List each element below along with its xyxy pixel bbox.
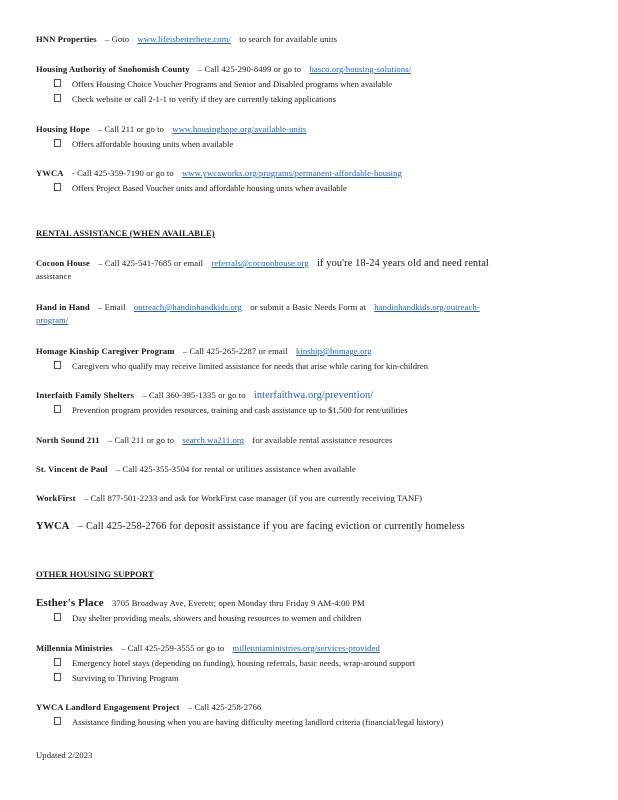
bullet-icon (54, 613, 61, 621)
millennia-link[interactable]: millenniaministries.org/services-provided (232, 643, 380, 653)
list-item (54, 94, 336, 105)
handin-link[interactable]: handinhandkids.org/outreach- (374, 302, 480, 312)
hasco-link[interactable]: hasco.org/housing-solutions/ (309, 64, 412, 74)
bullet-icon (54, 183, 61, 191)
list-item (54, 613, 361, 624)
entry-text: – Call 425-259-3555 or go to (120, 643, 225, 653)
org-name: North Sound 211 (36, 435, 100, 445)
entry-cocoon-house (36, 258, 489, 269)
entry-homage (36, 346, 372, 357)
entry-text: – Call 425-290-8499 or go to (197, 64, 302, 74)
org-name: Esther's Place (36, 597, 104, 609)
org-name: Housing Authority of Snohomish County (36, 64, 190, 74)
list-item (54, 139, 233, 150)
interfaith-link[interactable]: interfaithwa.org/prevention/ (253, 390, 374, 401)
org-name: WorkFirst (36, 493, 76, 503)
entry-cocoon-cont: assistance (36, 271, 72, 281)
entry-text: or submit a Basic Needs Form at (250, 302, 367, 312)
entry-esthers-place (36, 598, 365, 609)
entry-north-sound-211 (36, 435, 392, 446)
bullet-text: Emergency hotel stays (depending on funding), housing referrals, basic needs, wrap-around support (72, 658, 416, 668)
list-item (54, 361, 428, 372)
bullet-text: Offers Housing Choice Voucher Programs and Senior and Disabled programs when available (72, 79, 393, 89)
org-name: Interfaith Family Shelters (36, 390, 135, 400)
list-item (54, 79, 392, 90)
section-header-other: OTHER HOUSING SUPPORT (36, 569, 154, 579)
entry-text: – Call 211 or go to (107, 435, 175, 445)
entry-text: – Call 425-355-3504 for rental or utilities assistance when available (115, 464, 356, 474)
footer-updated: Updated 2/2023 (36, 750, 93, 760)
bullet-text: Day shelter providing meals, showers and housing resources to women and children (72, 613, 362, 623)
entry-hasco (36, 64, 411, 75)
bullet-icon (54, 361, 61, 369)
bullet-icon (54, 405, 61, 413)
entry-hnn (36, 34, 337, 45)
entry-text: – Email (98, 302, 126, 312)
entry-text: – Call 425-541-7685 or email (98, 258, 204, 268)
org-name: Millennia Ministries (36, 643, 113, 653)
entry-text: – Call 425-258-2766 (187, 702, 262, 712)
ywca-link[interactable]: www.ywcaworks.org/programs/permanent-affordable-housing (181, 168, 402, 178)
entry-text: – Call 360-395-1335 or go to (142, 390, 246, 400)
housing-hope-link[interactable]: www.housinghope.org/available-units (172, 124, 307, 134)
entry-text: for available rental assistance resources (252, 435, 393, 445)
entry-hand-in-hand-cont (36, 315, 68, 326)
entry-workfirst (36, 493, 422, 504)
entry-text: – Goto (104, 34, 130, 44)
entry-ywca-landlord (36, 702, 261, 713)
list-item (54, 405, 408, 416)
list-item (54, 717, 443, 728)
entry-housing-hope (36, 124, 306, 135)
wa211-link[interactable]: search.wa211.org (182, 435, 245, 445)
bullet-text: Check website or call 2-1-1 to verify if they are currently taking applications (72, 94, 336, 104)
entry-text: – Call 211 or go to (97, 124, 165, 134)
org-name: Hand in Hand (36, 302, 90, 312)
bullet-text: Offers affordable housing units when available (72, 139, 234, 149)
entry-interfaith (36, 390, 373, 401)
bullet-text: Assistance finding housing when you are having difficulty meeting landlord criteria (financial/legal history) (72, 717, 444, 727)
homage-email-link[interactable]: kinship@homage.org (296, 346, 372, 356)
bullet-text: Prevention program provides resources, training and cash assistance up to $1,500 for rent/utilities (72, 405, 408, 415)
handin-email-link[interactable]: outreach@handinhandkids.org (133, 302, 242, 312)
cocoon-email-link[interactable]: referrals@cocoonhouse.org (211, 258, 309, 268)
org-name: St. Vincent de Paul (36, 464, 108, 474)
org-name: YWCA Landlord Engagement Project (36, 702, 180, 712)
org-name: Cocoon House (36, 258, 90, 268)
list-item (54, 183, 347, 194)
entry-ywca-permanent (36, 168, 402, 179)
org-name: HNN Properties (36, 34, 97, 44)
entry-text: if you're 18-24 years old and need rental (317, 258, 489, 269)
bullet-icon (54, 658, 61, 666)
bullet-text: Offers Project Based Voucher units and affordable housing units when available (72, 183, 347, 193)
entry-text: – Call 877-501-2233 and ask for WorkFirst case manager (if you are currently receiving TANF) (83, 493, 423, 503)
list-item (54, 673, 179, 684)
bullet-text: Caregivers who qualify may receive limited assistance for needs that arise while caring for kin-children (72, 361, 429, 371)
bullet-icon (54, 673, 61, 681)
entry-ywca-deposit (36, 521, 465, 532)
list-item (54, 658, 415, 669)
bullet-icon (54, 139, 61, 147)
bullet-icon (54, 79, 61, 87)
entry-hand-in-hand (36, 302, 480, 313)
entry-text: – Call 425-258-2766 for deposit assistance if you are facing eviction or currently homeless (78, 521, 465, 532)
entry-millennia (36, 643, 380, 654)
entry-st-vincent (36, 464, 356, 475)
entry-text: – Call 425-265-2287 or email (182, 346, 288, 356)
hnn-link[interactable]: www.lifeisbetterhere.com/ (137, 34, 231, 44)
bullet-icon (54, 717, 61, 725)
org-name: YWCA (36, 521, 70, 532)
org-name: Homage Kinship Caregiver Program (36, 346, 175, 356)
entry-text: - Call 425-359-7190 or go to (71, 168, 174, 178)
bullet-text: Surviving to Thriving Program (72, 673, 179, 683)
bullet-icon (54, 94, 61, 102)
org-name: YWCA (36, 168, 64, 178)
entry-text: 3705 Broadway Ave, Everett; open Monday thru Friday 9 AM-4:00 PM (111, 598, 365, 608)
entry-text: to search for available units (239, 34, 338, 44)
org-name: Housing Hope (36, 124, 90, 134)
section-header-rental: RENTAL ASSISTANCE (WHEN AVAILABLE) (36, 228, 215, 238)
handin-link-cont[interactable]: program/ (36, 315, 69, 325)
